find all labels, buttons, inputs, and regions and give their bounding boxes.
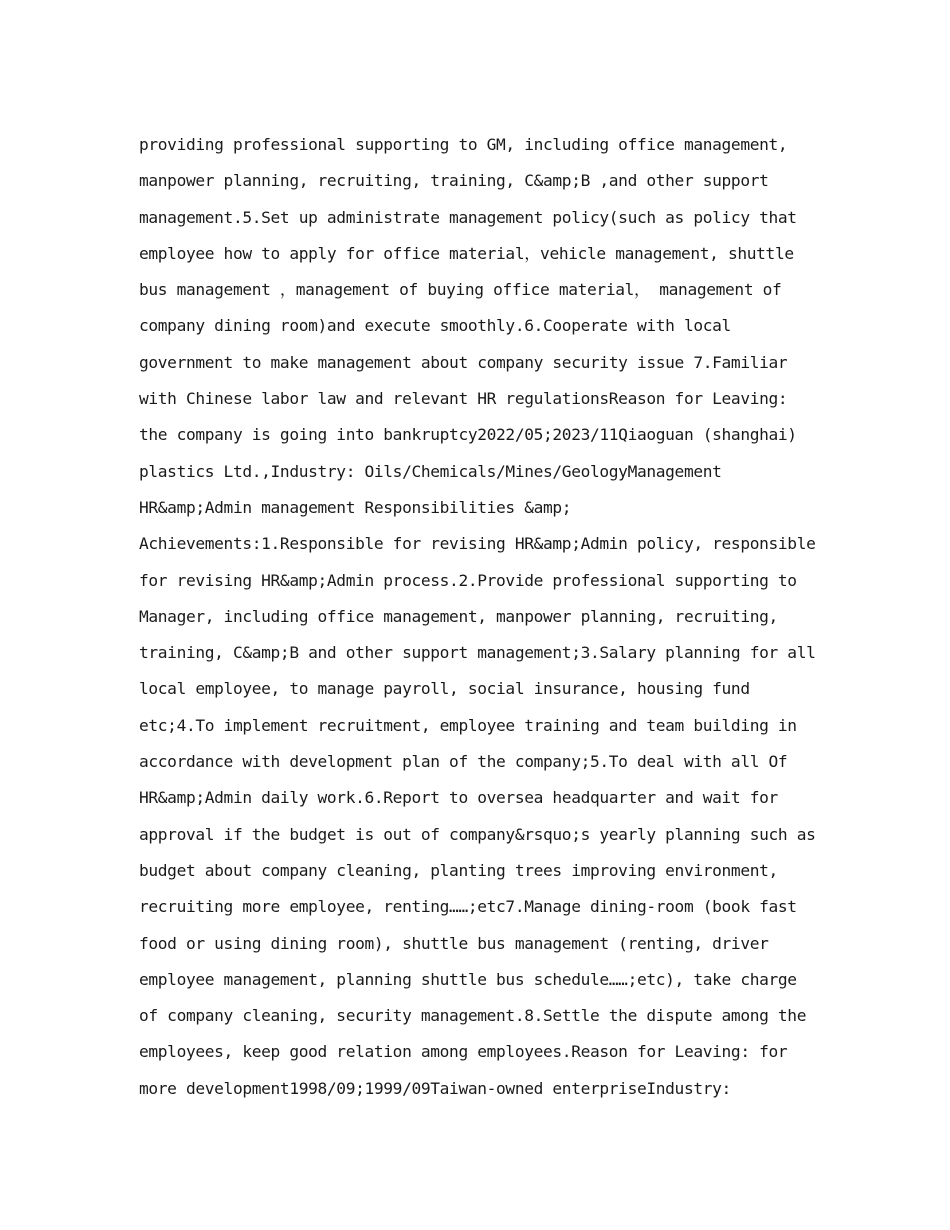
text-line-17: etc;4.To implement recruitment, employee training and team building in bbox=[139, 715, 797, 735]
text-line-15: training, C&amp;B and other support management;3.Salary planning for all bbox=[139, 643, 816, 663]
text-line-1: providing professional supporting to GM, including office management, bbox=[139, 135, 788, 154]
text-line-19: HR&amp;Admin daily work.6.Report to oversea headquarter and wait for bbox=[139, 788, 778, 808]
text-line-8: with Chinese labor law and relevant HR regulationsReason for Leaving: bbox=[139, 389, 788, 409]
text-line-27: more development1998/09;1999/09Taiwan-owned enterpriseIndustry: bbox=[139, 1078, 731, 1098]
text-line-12: Achievements:1.Responsible for revising HR&amp;Admin policy, responsible bbox=[139, 534, 816, 554]
text-line-4: employee how to apply for office material，vehicle management, shuttle bbox=[139, 243, 794, 263]
text-line-20: approval if the budget is out of company&rsquo;s yearly planning such as bbox=[139, 824, 816, 844]
text-line-7: government to make management about company security issue 7.Familiar bbox=[139, 352, 788, 372]
text-line-22: recruiting more employee, renting……;etc7.Manage dining-room (book fast bbox=[139, 897, 797, 917]
text-line-25: of company cleaning, security management.8.Settle the dispute among the bbox=[139, 1006, 807, 1026]
text-line-9: the company is going into bankruptcy2022/05;2023/11Qiaoguan (shanghai) bbox=[139, 425, 797, 445]
text-line-5: bus management ，management of buying office material， management of bbox=[139, 280, 782, 300]
text-line-16: local employee, to manage payroll, social insurance, housing fund bbox=[139, 679, 750, 699]
text-line-23: food or using dining room), shuttle bus management (renting, driver bbox=[139, 933, 769, 953]
text-line-2: manpower planning, recruiting, training, C&amp;B ,and other support bbox=[139, 171, 769, 191]
text-line-6: company dining room)and execute smoothly.6.Cooperate with local bbox=[139, 316, 731, 336]
text-line-10: plastics Ltd.,Industry: Oils/Chemicals/Mines/GeologyManagement bbox=[139, 461, 722, 481]
text-line-3: management.5.Set up administrate management policy(such as policy that bbox=[139, 207, 797, 227]
text-line-18: accordance with development plan of the company;5.To deal with all Of bbox=[139, 752, 788, 772]
text-line-24: employee management, planning shuttle bus schedule……;etc), take charge bbox=[139, 969, 797, 989]
body-text bbox=[139, 127, 839, 1107]
text-line-14: Manager, including office management, manpower planning, recruiting, bbox=[139, 606, 778, 626]
text-line-26: employees, keep good relation among employees.Reason for Leaving: for bbox=[139, 1042, 788, 1062]
text-line-21: budget about company cleaning, planting trees improving environment, bbox=[139, 860, 778, 880]
text-line-11: HR&amp;Admin management Responsibilities &amp; bbox=[139, 497, 572, 517]
text-line-13: for revising HR&amp;Admin process.2.Provide professional supporting to bbox=[139, 570, 797, 590]
